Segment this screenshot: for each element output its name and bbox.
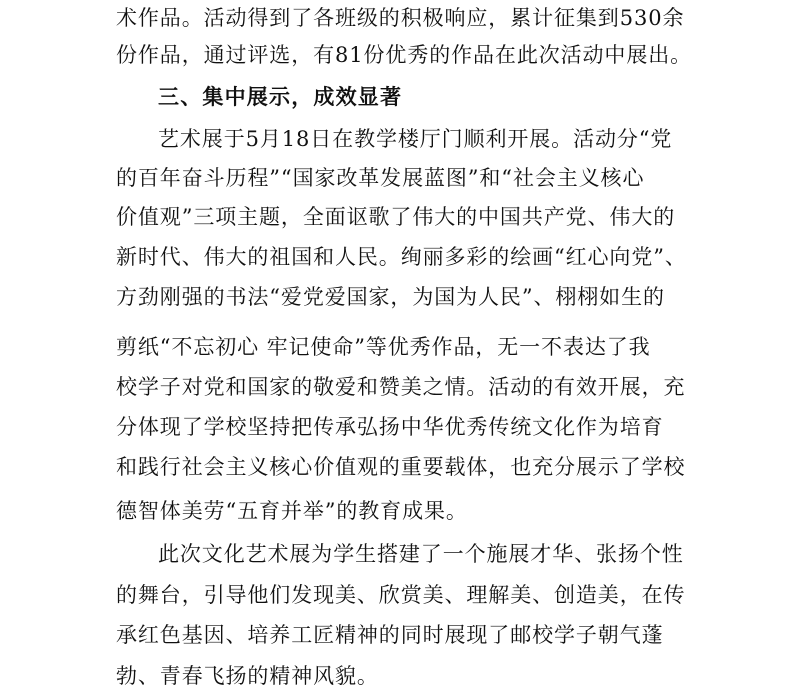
paragraph-line: 的百年奋斗历程”“国家改革发展蓝图”和“社会主义核心 <box>116 166 645 190</box>
paragraph-line: 的舞台，引导他们发现美、欣赏美、理解美、创造美，在传 <box>116 583 686 607</box>
paragraph-line: 此次文化艺术展为学生搭建了一个施展才华、张扬个性 <box>158 542 684 566</box>
paragraph-line: 勃、青春飞扬的精神风貌。 <box>116 664 379 688</box>
section-heading: 三、集中展示，成效显著 <box>158 84 403 109</box>
paragraph-line: 新时代、伟大的祖国和人民。绚丽多彩的绘画“红心向党”、 <box>116 245 687 269</box>
paragraph-line: 价值观”三项主题，全面讴歌了伟大的中国共产党、伟大的 <box>116 205 676 229</box>
paragraph-line: 剪纸“不忘初心 牢记使命”等优秀作品，无一不表达了我 <box>116 335 651 359</box>
paragraph-line: 和践行社会主义核心价值观的重要载体，也充分展示了学校 <box>116 455 686 479</box>
paragraph-line: 方劲刚强的书法“爱党爱国家，为国为人民”、栩栩如生的 <box>116 285 665 309</box>
paragraph-line: 份作品，通过评选，有81份优秀的作品在此次活动中展出。 <box>116 43 693 67</box>
paragraph-line: 校学子对党和国家的敬爱和赞美之情。活动的有效开展，充 <box>116 375 686 399</box>
paragraph-line: 术作品。活动得到了各班级的积极响应，累计征集到530余 <box>116 6 685 30</box>
paragraph-line: 承红色基因、培养工匠精神的同时展现了邮校学子朝气蓬 <box>116 623 664 647</box>
paragraph-line: 德智体美劳“五育并举”的教育成果。 <box>116 499 468 523</box>
paragraph-line: 分体现了学校坚持把传承弘扬中华优秀传统文化作为培育 <box>116 415 664 439</box>
paragraph-line: 艺术展于5月18日在教学楼厅门顺利开展。活动分“党 <box>158 127 673 151</box>
